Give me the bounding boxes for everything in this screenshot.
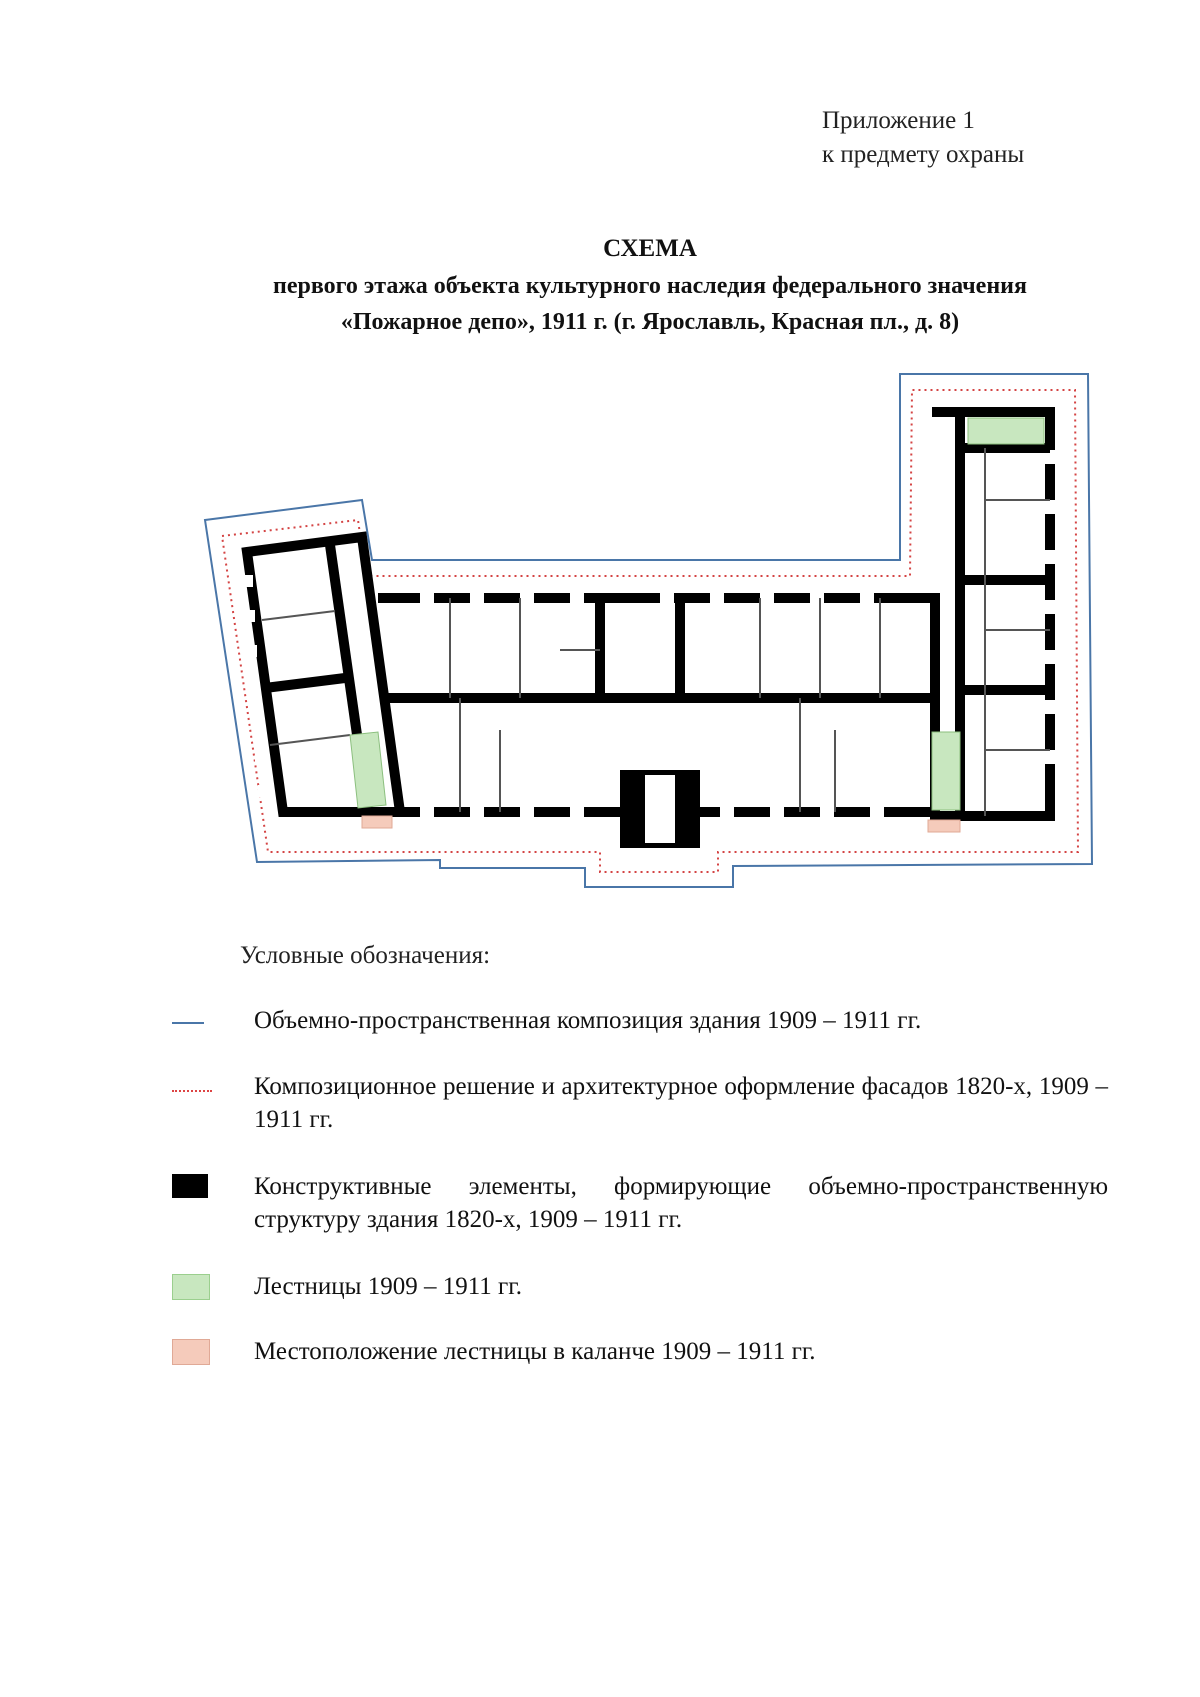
legend-text: Объемно-пространственная композиция здания 1909 – 1911 гг. [254, 1007, 922, 1034]
legend-text: Лестницы 1909 – 1911 гг. [254, 1273, 522, 1300]
blue-line-symbol [172, 1022, 204, 1024]
legend-text: Местоположение лестницы в каланче 1909 – 1911 гг. [254, 1338, 816, 1365]
legend-text: Конструктивные элементы, формирующие объемно-пространственную структуру здания 1820-х, 1909 – 1911 гг. [254, 1173, 1108, 1233]
title-main: СХЕМА [603, 235, 697, 262]
red-dotted-symbol [172, 1090, 212, 1092]
green-box-symbol [172, 1274, 210, 1300]
title-line-3: «Пожарное депо», 1911 г. (г. Ярославль, Красная пл., д. 8) [340, 309, 960, 335]
title-line-2: первого этажа объекта культурного наследия федерального значения [273, 273, 1027, 299]
black-box-symbol [172, 1174, 208, 1198]
appendix-line-2: к предмету охраны [822, 141, 1025, 168]
legend-text: Композиционное решение и архитектурное оформление фасадов 1820-х, 1909 – 1911 гг. [254, 1073, 1108, 1133]
peach-box-symbol [172, 1339, 210, 1365]
appendix-line-1: Приложение 1 [822, 107, 975, 134]
legend-heading: Условные обозначения: [240, 942, 491, 969]
entrance-opening [645, 775, 675, 843]
